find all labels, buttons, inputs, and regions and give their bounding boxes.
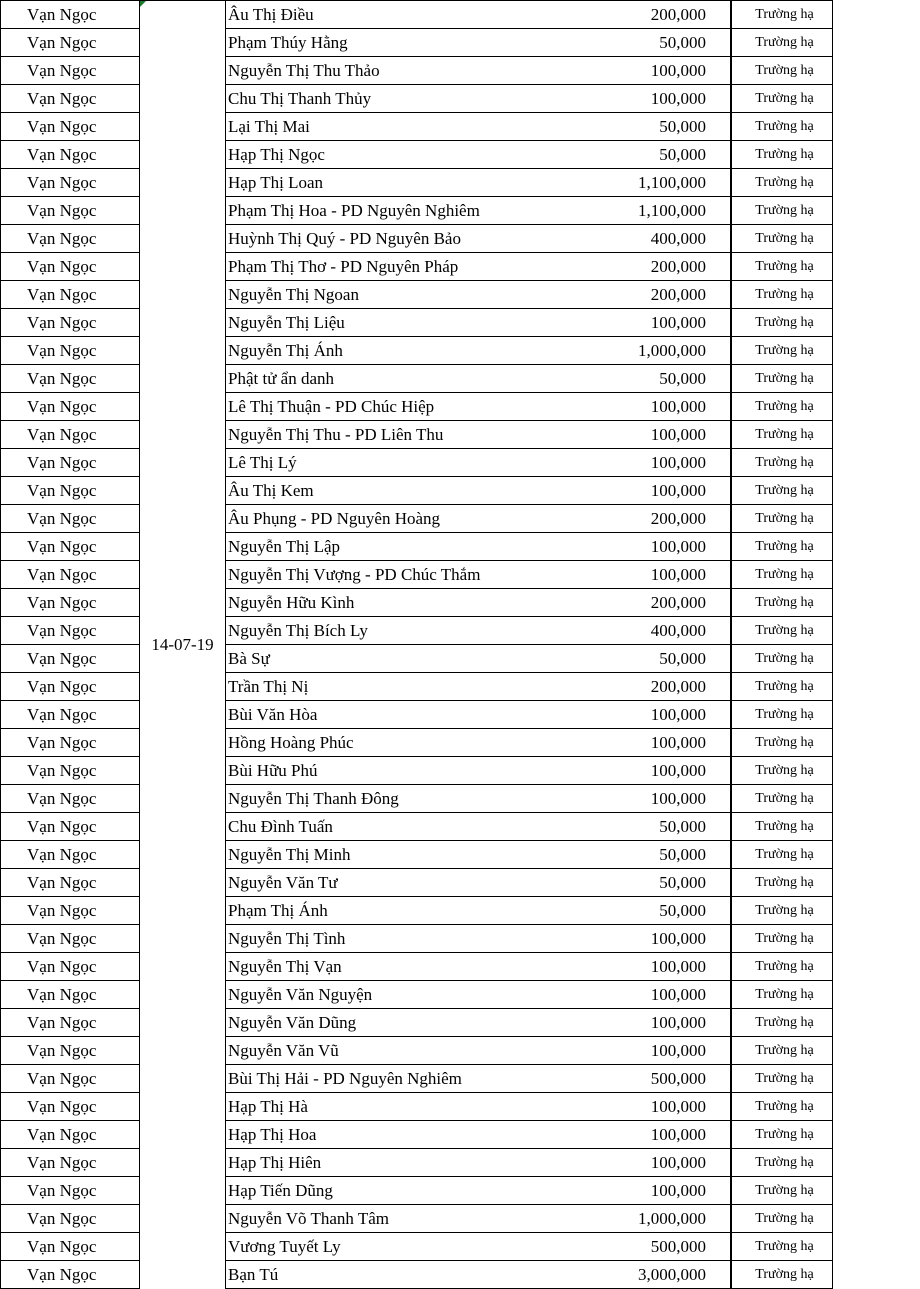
table-row — [1, 785, 920, 813]
amount-value: 50,000 — [659, 901, 706, 920]
donor-name-text: Nguyễn Văn Tư — [228, 873, 338, 892]
place-cell[interactable]: Vạn Ngọc — [1, 589, 140, 617]
donor-name-cell[interactable] — [226, 449, 731, 477]
donor-name-cell[interactable] — [226, 897, 731, 925]
note-cell[interactable]: Trường hạ — [731, 1093, 833, 1121]
table-row — [1, 393, 920, 421]
amount-value: 200,000 — [650, 5, 706, 24]
table-row — [1, 841, 920, 869]
amount-value: 100,000 — [650, 705, 706, 724]
note-cell[interactable]: Trường hạ — [731, 785, 833, 813]
table-row — [1, 645, 920, 673]
note-cell[interactable]: Trường hạ — [731, 1233, 833, 1261]
table-row — [1, 1065, 920, 1093]
note-cell[interactable]: Trường hạ — [731, 757, 833, 785]
donor-name-text: Lại Thị Mai — [228, 117, 310, 136]
donor-name-cell[interactable] — [226, 365, 731, 393]
donor-name-cell[interactable] — [226, 869, 731, 897]
donation-table-body — [1, 1, 920, 1289]
place-cell[interactable]: Vạn Ngọc — [1, 253, 140, 281]
place-cell[interactable]: Vạn Ngọc — [1, 337, 140, 365]
table-row — [1, 1233, 920, 1261]
note-cell[interactable]: Trường hạ — [731, 29, 833, 57]
amount-value: 50,000 — [659, 369, 706, 388]
place-cell[interactable]: Vạn Ngọc — [1, 393, 140, 421]
table-row — [1, 421, 920, 449]
donor-name-text: Bùi Thị Hải - PD Nguyên Nghiêm — [228, 1069, 462, 1088]
donor-name-text: Huỳnh Thị Quý - PD Nguyên Bảo — [228, 229, 461, 248]
table-row — [1, 1205, 920, 1233]
note-cell[interactable]: Trường hạ — [731, 1, 833, 29]
note-cell[interactable]: Trường hạ — [731, 1205, 833, 1233]
table-row — [1, 225, 920, 253]
place-cell[interactable]: Vạn Ngọc — [1, 645, 140, 673]
place-cell[interactable]: Vạn Ngọc — [1, 1093, 140, 1121]
donor-name-text: Hạp Thị Hoa — [228, 1125, 317, 1144]
donor-name-text: Lê Thị Lý — [228, 453, 297, 472]
note-cell[interactable]: Trường hạ — [731, 645, 833, 673]
donor-name-text: Âu Thị Điều — [228, 5, 314, 24]
donor-name-cell[interactable] — [226, 505, 731, 533]
note-cell[interactable]: Trường hạ — [731, 365, 833, 393]
donor-name-text: Phạm Thị Ánh — [228, 901, 328, 920]
donor-name-text: Hạp Thị Ngọc — [228, 145, 325, 164]
place-cell[interactable]: Vạn Ngọc — [1, 561, 140, 589]
place-cell[interactable]: Vạn Ngọc — [1, 673, 140, 701]
amount-value: 100,000 — [650, 957, 706, 976]
donor-name-text: Phạm Thúy Hằng — [228, 33, 348, 52]
donor-name-cell[interactable] — [226, 785, 731, 813]
table-row — [1, 29, 920, 57]
note-cell[interactable]: Trường hạ — [731, 1177, 833, 1205]
donor-name-cell[interactable] — [226, 757, 731, 785]
table-row — [1, 925, 920, 953]
donor-name-cell[interactable] — [226, 1233, 731, 1261]
table-row — [1, 953, 920, 981]
place-cell[interactable]: Vạn Ngọc — [1, 729, 140, 757]
note-cell[interactable]: Trường hạ — [731, 1149, 833, 1177]
donor-name-text: Vương Tuyết Ly — [228, 1237, 341, 1256]
table-row — [1, 309, 920, 337]
donor-name-text: Nguyễn Văn Dũng — [228, 1013, 357, 1032]
donor-name-cell[interactable] — [226, 645, 731, 673]
note-cell[interactable]: Trường hạ — [731, 141, 833, 169]
place-cell[interactable]: Vạn Ngọc — [1, 1261, 140, 1289]
donor-name-text: Nguyễn Thị Lập — [228, 537, 341, 556]
amount-value: 50,000 — [659, 33, 706, 52]
amount-value: 1,100,000 — [638, 173, 706, 192]
donor-name-text: Nguyễn Thị Ánh — [228, 341, 343, 360]
amount-value: 100,000 — [650, 1013, 706, 1032]
donor-name-cell[interactable] — [226, 281, 731, 309]
table-row — [1, 281, 920, 309]
table-row — [1, 1, 920, 29]
note-cell[interactable]: Trường hạ — [731, 841, 833, 869]
donor-name-cell[interactable] — [226, 1121, 731, 1149]
amount-value: 50,000 — [659, 145, 706, 164]
table-row — [1, 197, 920, 225]
note-cell[interactable]: Trường hạ — [731, 449, 833, 477]
place-cell[interactable]: Vạn Ngọc — [1, 981, 140, 1009]
table-row — [1, 337, 920, 365]
amount-value: 100,000 — [650, 425, 706, 444]
place-cell[interactable]: Vạn Ngọc — [1, 309, 140, 337]
donor-name-cell[interactable] — [226, 953, 731, 981]
table-row — [1, 729, 920, 757]
amount-value: 200,000 — [650, 677, 706, 696]
note-cell[interactable]: Trường hạ — [731, 281, 833, 309]
amount-value: 200,000 — [650, 509, 706, 528]
place-cell[interactable]: Vạn Ngọc — [1, 1065, 140, 1093]
donor-name-cell[interactable] — [226, 981, 731, 1009]
donor-name-text: Hồng Hoàng Phúc — [228, 733, 354, 752]
donor-name-text: Nguyễn Văn Vũ — [228, 1041, 339, 1060]
note-cell[interactable]: Trường hạ — [731, 869, 833, 897]
note-cell[interactable]: Trường hạ — [731, 673, 833, 701]
table-row — [1, 85, 920, 113]
note-cell[interactable]: Trường hạ — [731, 1121, 833, 1149]
donor-name-cell[interactable] — [226, 1177, 731, 1205]
amount-value: 200,000 — [650, 257, 706, 276]
donor-name-text: Hạp Tiến Dũng — [228, 1181, 333, 1200]
donor-name-cell[interactable] — [226, 617, 731, 645]
donor-name-text: Nguyễn Thị Tình — [228, 929, 346, 948]
donor-name-cell[interactable] — [226, 197, 731, 225]
amount-value: 1,000,000 — [638, 341, 706, 360]
place-cell[interactable]: Vạn Ngọc — [1, 1177, 140, 1205]
donor-name-cell[interactable] — [226, 1261, 731, 1289]
place-cell[interactable]: Vạn Ngọc — [1, 869, 140, 897]
donor-name-cell[interactable] — [226, 1065, 731, 1093]
note-cell[interactable]: Trường hạ — [731, 57, 833, 85]
donor-name-text: Nguyễn Thị Thu - PD Liên Thu — [228, 425, 444, 444]
donor-name-cell[interactable] — [226, 1, 731, 29]
donor-name-text: Hạp Thị Hiên — [228, 1153, 322, 1172]
amount-value: 100,000 — [650, 89, 706, 108]
place-cell[interactable]: Vạn Ngọc — [1, 785, 140, 813]
table-row — [1, 505, 920, 533]
donor-name-text: Nguyễn Thị Ngoan — [228, 285, 359, 304]
donor-name-cell[interactable] — [226, 393, 731, 421]
note-cell[interactable]: Trường hạ — [731, 85, 833, 113]
place-cell[interactable]: Vạn Ngọc — [1, 953, 140, 981]
note-cell[interactable]: Trường hạ — [731, 981, 833, 1009]
note-cell[interactable]: Trường hạ — [731, 225, 833, 253]
note-cell[interactable]: Trường hạ — [731, 701, 833, 729]
donor-name-cell[interactable] — [226, 533, 731, 561]
amount-value: 50,000 — [659, 873, 706, 892]
place-cell[interactable]: Vạn Ngọc — [1, 701, 140, 729]
place-cell[interactable]: Vạn Ngọc — [1, 169, 140, 197]
donor-name-cell[interactable] — [226, 1093, 731, 1121]
note-cell[interactable]: Trường hạ — [731, 197, 833, 225]
table-row — [1, 589, 920, 617]
donor-name-text: Phạm Thị Thơ - PD Nguyên Pháp — [228, 257, 459, 276]
amount-value: 400,000 — [650, 621, 706, 640]
donor-name-cell[interactable] — [226, 673, 731, 701]
table-row — [1, 673, 920, 701]
amount-value: 100,000 — [650, 1125, 706, 1144]
date-cell[interactable]: 14-07-19 — [140, 1, 226, 1289]
donor-name-text: Bùi Văn Hòa — [228, 705, 318, 724]
place-cell[interactable]: Vạn Ngọc — [1, 841, 140, 869]
donor-name-cell[interactable] — [226, 1037, 731, 1065]
amount-value: 100,000 — [650, 1153, 706, 1172]
donor-name-text: Nguyễn Hữu Kình — [228, 593, 355, 612]
table-row — [1, 813, 920, 841]
place-cell[interactable]: Vạn Ngọc — [1, 29, 140, 57]
donor-name-text: Lê Thị Thuận - PD Chúc Hiệp — [228, 397, 435, 416]
table-row — [1, 113, 920, 141]
note-cell[interactable]: Trường hạ — [731, 113, 833, 141]
donor-name-cell[interactable] — [226, 85, 731, 113]
place-cell[interactable]: Vạn Ngọc — [1, 505, 140, 533]
place-cell[interactable]: Vạn Ngọc — [1, 281, 140, 309]
donor-name-cell[interactable] — [226, 1205, 731, 1233]
donor-name-text: Bùi Hữu Phú — [228, 761, 318, 780]
donor-name-text: Nguyễn Thị Liệu — [228, 313, 345, 332]
note-cell[interactable]: Trường hạ — [731, 729, 833, 757]
amount-value: 1,100,000 — [638, 201, 706, 220]
place-cell[interactable]: Vạn Ngọc — [1, 925, 140, 953]
note-cell[interactable]: Trường hạ — [731, 477, 833, 505]
donor-name-text: Phật tử ẩn danh — [228, 369, 335, 388]
donor-name-text: Nguyễn Thị Bích Ly — [228, 621, 368, 640]
amount-value: 100,000 — [650, 761, 706, 780]
note-cell[interactable]: Trường hạ — [731, 1261, 833, 1289]
note-cell[interactable]: Trường hạ — [731, 421, 833, 449]
donor-name-cell[interactable] — [226, 729, 731, 757]
table-row — [1, 533, 920, 561]
donor-name-cell[interactable] — [226, 225, 731, 253]
note-cell[interactable]: Trường hạ — [731, 1037, 833, 1065]
amount-value: 100,000 — [650, 313, 706, 332]
place-cell[interactable]: Vạn Ngọc — [1, 757, 140, 785]
note-cell[interactable]: Trường hạ — [731, 1065, 833, 1093]
place-cell[interactable]: Vạn Ngọc — [1, 617, 140, 645]
donor-name-cell[interactable] — [226, 141, 731, 169]
table-row — [1, 617, 920, 645]
table-row — [1, 757, 920, 785]
amount-value: 500,000 — [650, 1237, 706, 1256]
place-cell[interactable]: Vạn Ngọc — [1, 85, 140, 113]
amount-value: 500,000 — [650, 1069, 706, 1088]
note-cell[interactable]: Trường hạ — [731, 533, 833, 561]
amount-value: 100,000 — [650, 397, 706, 416]
amount-value: 100,000 — [650, 453, 706, 472]
amount-value: 50,000 — [659, 649, 706, 668]
place-cell[interactable]: Vạn Ngọc — [1, 225, 140, 253]
donor-name-text: Chu Đình Tuấn — [228, 817, 333, 836]
amount-value: 100,000 — [650, 733, 706, 752]
place-cell[interactable]: Vạn Ngọc — [1, 1121, 140, 1149]
donor-name-text: Bà Sự — [228, 649, 270, 668]
donor-name-cell[interactable] — [226, 337, 731, 365]
donor-name-cell[interactable] — [226, 813, 731, 841]
amount-value: 50,000 — [659, 117, 706, 136]
place-cell[interactable]: Vạn Ngọc — [1, 1233, 140, 1261]
table-row — [1, 477, 920, 505]
table-row — [1, 897, 920, 925]
donor-name-text: Nguyễn Thị Vượng - PD Chúc Thắm — [228, 565, 481, 584]
amount-value: 200,000 — [650, 285, 706, 304]
amount-value: 100,000 — [650, 929, 706, 948]
place-cell[interactable]: Vạn Ngọc — [1, 477, 140, 505]
note-cell[interactable]: Trường hạ — [731, 169, 833, 197]
place-cell[interactable]: Vạn Ngọc — [1, 449, 140, 477]
note-cell[interactable]: Trường hạ — [731, 897, 833, 925]
note-cell[interactable]: Trường hạ — [731, 589, 833, 617]
amount-value: 50,000 — [659, 845, 706, 864]
donor-name-text: Hạp Thị Hà — [228, 1097, 308, 1116]
amount-value: 100,000 — [650, 789, 706, 808]
donor-name-cell[interactable] — [226, 841, 731, 869]
donor-name-cell[interactable] — [226, 925, 731, 953]
table-row — [1, 1177, 920, 1205]
note-cell[interactable]: Trường hạ — [731, 953, 833, 981]
amount-value: 1,000,000 — [638, 1209, 706, 1228]
amount-value: 3,000,000 — [638, 1265, 706, 1284]
note-cell[interactable]: Trường hạ — [731, 1009, 833, 1037]
table-row — [1, 141, 920, 169]
table-row — [1, 561, 920, 589]
table-row — [1, 1121, 920, 1149]
table-row — [1, 169, 920, 197]
donor-name-cell[interactable] — [226, 561, 731, 589]
note-cell[interactable]: Trường hạ — [731, 617, 833, 645]
amount-value: 100,000 — [650, 1041, 706, 1060]
place-cell[interactable]: Vạn Ngọc — [1, 57, 140, 85]
place-cell[interactable]: Vạn Ngọc — [1, 421, 140, 449]
donor-name-text: Nguyễn Văn Nguyện — [228, 985, 373, 1004]
table-row — [1, 1009, 920, 1037]
donor-name-text: Nguyễn Thị Vạn — [228, 957, 342, 976]
donor-name-text: Nguyễn Võ Thanh Tâm — [228, 1209, 390, 1228]
donor-name-cell[interactable] — [226, 113, 731, 141]
donor-name-cell[interactable] — [226, 1149, 731, 1177]
place-cell[interactable]: Vạn Ngọc — [1, 1149, 140, 1177]
donor-name-text: Phạm Thị Hoa - PD Nguyên Nghiêm — [228, 201, 480, 220]
amount-value: 200,000 — [650, 593, 706, 612]
amount-value: 100,000 — [650, 985, 706, 1004]
place-cell[interactable]: Vạn Ngọc — [1, 141, 140, 169]
donor-name-text: Nguyễn Thị Minh — [228, 845, 351, 864]
donor-name-cell[interactable] — [226, 57, 731, 85]
amount-value: 100,000 — [650, 565, 706, 584]
donor-name-cell[interactable] — [226, 701, 731, 729]
place-cell[interactable]: Vạn Ngọc — [1, 1205, 140, 1233]
amount-column-divider — [731, 0, 732, 1289]
donor-name-cell[interactable] — [226, 169, 731, 197]
donor-name-cell[interactable] — [226, 1009, 731, 1037]
table-row — [1, 1093, 920, 1121]
table-row — [1, 1037, 920, 1065]
place-cell[interactable]: Vạn Ngọc — [1, 533, 140, 561]
table-row — [1, 449, 920, 477]
place-cell[interactable]: Vạn Ngọc — [1, 1, 140, 29]
table-row — [1, 365, 920, 393]
note-cell[interactable]: Trường hạ — [731, 505, 833, 533]
amount-value: 100,000 — [650, 61, 706, 80]
place-cell[interactable]: Vạn Ngọc — [1, 365, 140, 393]
donor-name-cell[interactable] — [226, 589, 731, 617]
donor-name-cell[interactable] — [226, 309, 731, 337]
note-cell[interactable]: Trường hạ — [731, 925, 833, 953]
donor-name-cell[interactable] — [226, 253, 731, 281]
amount-value: 400,000 — [650, 229, 706, 248]
place-cell[interactable]: Vạn Ngọc — [1, 113, 140, 141]
donor-name-text: Bạn Tú — [228, 1265, 279, 1284]
donor-name-text: Âu Phụng - PD Nguyên Hoàng — [228, 509, 441, 528]
table-row — [1, 253, 920, 281]
table-row — [1, 1149, 920, 1177]
amount-value: 50,000 — [659, 817, 706, 836]
donor-name-cell[interactable] — [226, 29, 731, 57]
donor-name-text: Hạp Thị Loan — [228, 173, 324, 192]
place-cell[interactable]: Vạn Ngọc — [1, 813, 140, 841]
donor-name-text: Nguyễn Thị Thu Thảo — [228, 61, 380, 80]
donor-name-text: Âu Thị Kem — [228, 481, 314, 500]
note-cell[interactable]: Trường hạ — [731, 309, 833, 337]
table-row — [1, 869, 920, 897]
table-row — [1, 981, 920, 1009]
note-cell[interactable]: Trường hạ — [731, 253, 833, 281]
place-cell[interactable]: Vạn Ngọc — [1, 1009, 140, 1037]
donor-name-cell[interactable] — [226, 477, 731, 505]
note-cell[interactable]: Trường hạ — [731, 393, 833, 421]
donor-name-text: Nguyễn Thị Thanh Đông — [228, 789, 399, 808]
place-cell[interactable]: Vạn Ngọc — [1, 197, 140, 225]
note-cell[interactable]: Trường hạ — [731, 561, 833, 589]
amount-value: 100,000 — [650, 1097, 706, 1116]
cell-comment-marker — [140, 1, 146, 7]
note-cell[interactable]: Trường hạ — [731, 337, 833, 365]
donor-name-text: Chu Thị Thanh Thủy — [228, 89, 372, 108]
note-cell[interactable]: Trường hạ — [731, 813, 833, 841]
place-cell[interactable]: Vạn Ngọc — [1, 1037, 140, 1065]
donor-name-text: Trần Thị Nị — [228, 677, 309, 696]
table-row — [1, 57, 920, 85]
amount-value: 100,000 — [650, 481, 706, 500]
donor-name-cell[interactable] — [226, 421, 731, 449]
table-row — [1, 701, 920, 729]
amount-value: 100,000 — [650, 1181, 706, 1200]
place-cell[interactable]: Vạn Ngọc — [1, 897, 140, 925]
amount-value: 100,000 — [650, 537, 706, 556]
table-row — [1, 1261, 920, 1289]
